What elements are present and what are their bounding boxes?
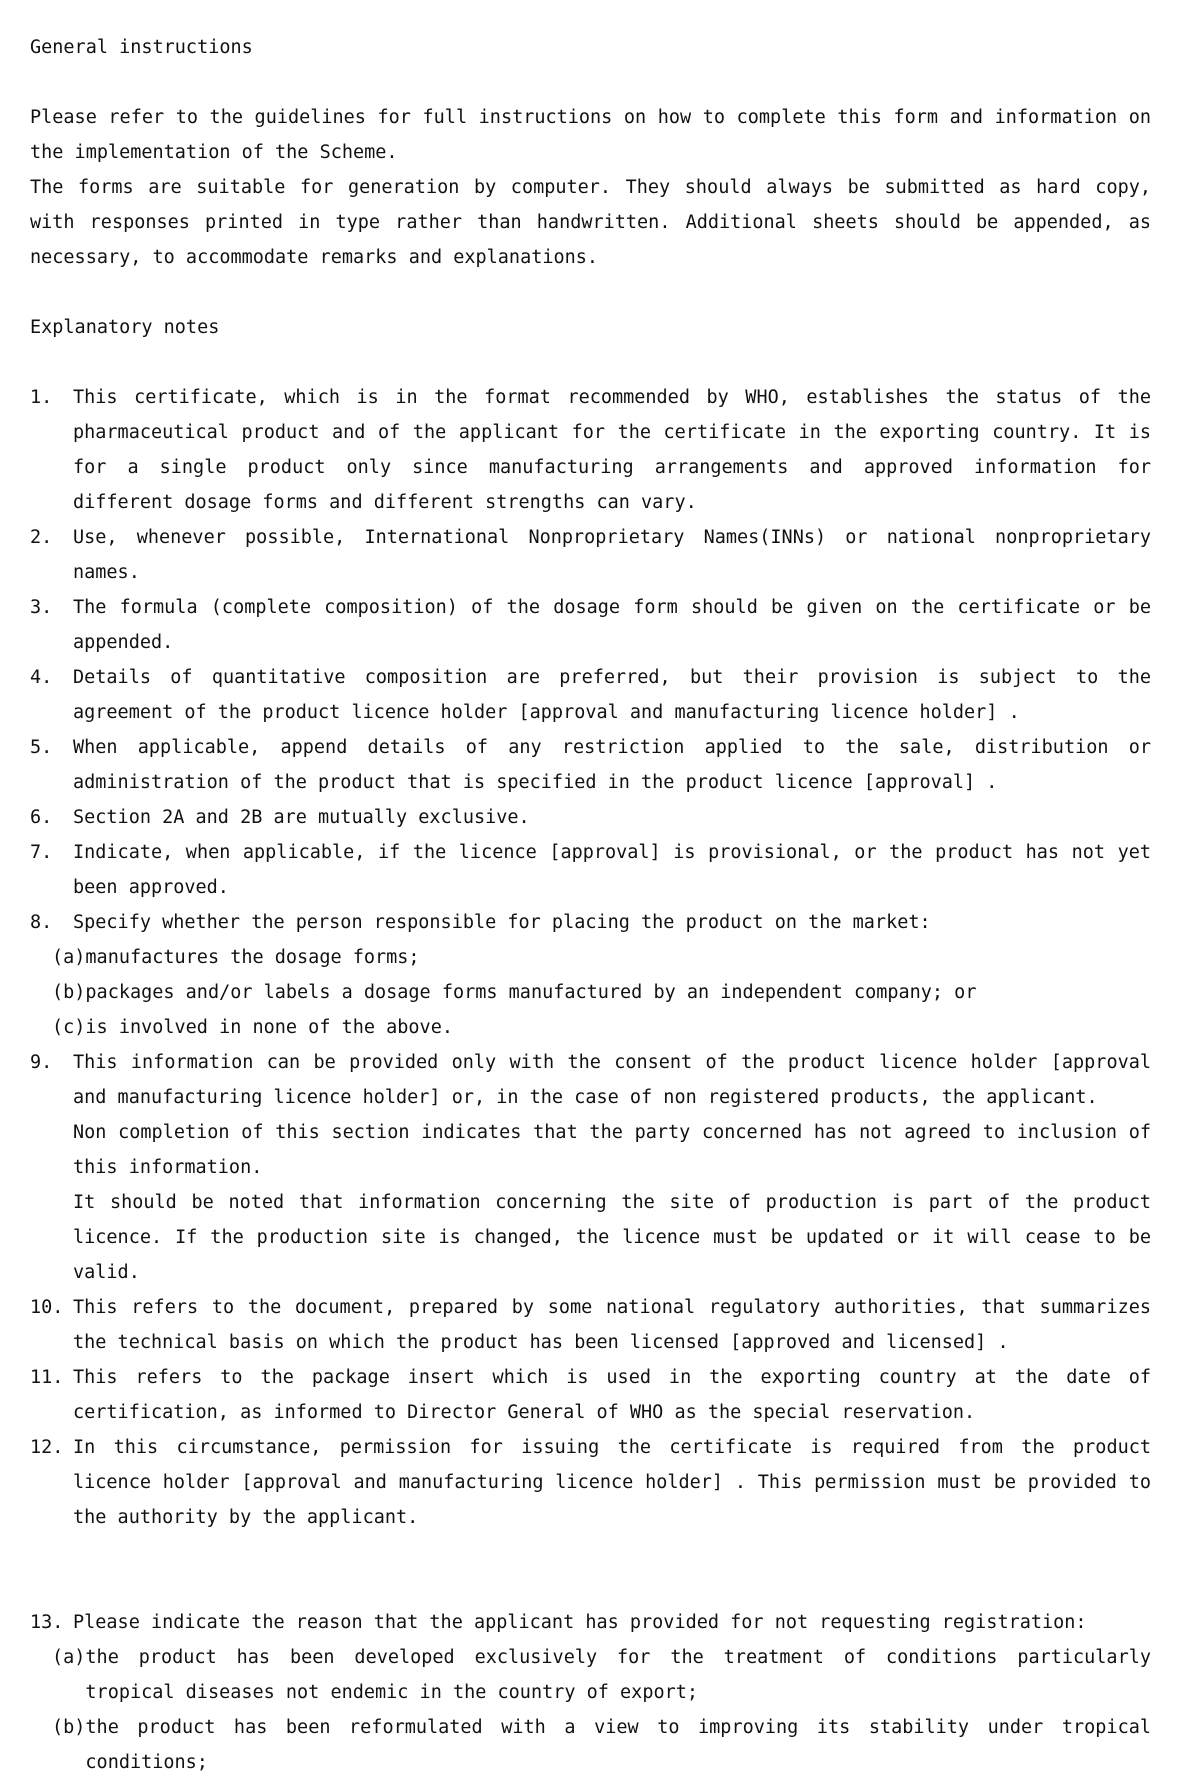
note-item-10 bbox=[30, 1290, 1151, 1360]
note-text: Indicate, when applicable, if the licence [approval] is provisional, or the product has not yet been approved. bbox=[73, 842, 1151, 898]
note-text: This refers to the document, prepared by some national regulatory authorities, that summarizes the technical basis on which the product has been licensed [approved and licensed] . bbox=[73, 1297, 1151, 1353]
note-number: 11. bbox=[30, 1367, 64, 1388]
note-8-sub-b bbox=[52, 975, 1151, 1010]
note-text: When applicable, append details of any restriction applied to the sale, distribution or administration of the product that is specified in the product licence [approval] . bbox=[73, 737, 1151, 793]
note-text: This information can be provided only with the consent of the product licence holder [approval and manufacturing licence holder] or, in the case of non registered products, the applicant. bbox=[73, 1052, 1151, 1108]
note-8-sub-a bbox=[52, 940, 1151, 975]
note-number: 7. bbox=[30, 842, 53, 863]
note-text: Details of quantitative composition are preferred, but their provision is subject to the agreement of the product licence holder [approval and manufacturing licence holder] . bbox=[73, 667, 1151, 723]
spacer bbox=[30, 345, 1151, 380]
sub-text: packages and/or labels a dosage forms manufactured by an independent company; or bbox=[85, 982, 977, 1003]
note-item-11 bbox=[30, 1360, 1151, 1430]
note-number: 3. bbox=[30, 597, 53, 618]
sub-label: (a) bbox=[52, 1647, 86, 1668]
note-text: The formula (complete composition) of the dosage form should be given on the certificate or be appended. bbox=[73, 597, 1151, 653]
note-text: Please indicate the reason that the applicant has provided for not requesting registration: bbox=[73, 1612, 1087, 1633]
general-paragraph-1: Please refer to the guidelines for full instructions on how to complete this form and information on the implementation of the Scheme. bbox=[30, 107, 1151, 163]
note-item-7 bbox=[30, 835, 1151, 905]
note-number: 10. bbox=[30, 1297, 64, 1318]
explanatory-notes-heading: Explanatory notes bbox=[30, 317, 220, 338]
note-item-6 bbox=[30, 800, 1151, 835]
sub-label: (a) bbox=[52, 947, 86, 968]
note-item-8 bbox=[30, 905, 1151, 940]
note-13-sub-a bbox=[52, 1640, 1151, 1710]
note-number: 1. bbox=[30, 387, 53, 408]
sub-text: manufactures the dosage forms; bbox=[85, 947, 420, 968]
general-paragraph-2: The forms are suitable for generation by computer. They should always be submitted as hard copy, with responses printed in type rather than handwritten. Additional sheets should be appended, as necessary, to accommodate remarks and explanations. bbox=[30, 177, 1151, 268]
note-8-sub-c bbox=[52, 1010, 1151, 1045]
spacer bbox=[30, 65, 1151, 100]
sub-text: is involved in none of the above. bbox=[85, 1017, 453, 1038]
general-instructions-heading: General instructions bbox=[30, 37, 253, 58]
note-number: 2. bbox=[30, 527, 53, 548]
note-number: 8. bbox=[30, 912, 53, 933]
sub-label: (b) bbox=[52, 982, 86, 1003]
note-text-extra-1: Non completion of this section indicates that the party concerned has not agreed to inclusion of this information. bbox=[73, 1122, 1151, 1178]
note-text: Use, whenever possible, International Nonproprietary Names(INNs) or national nonproprietary names. bbox=[73, 527, 1151, 583]
note-item-4 bbox=[30, 660, 1151, 730]
note-text: This refers to the package insert which is used in the exporting country at the date of certification, as informed to Director General of WHO as the special reservation. bbox=[73, 1367, 1151, 1423]
spacer bbox=[30, 275, 1151, 310]
note-item-3 bbox=[30, 590, 1151, 660]
spacer bbox=[30, 1535, 1151, 1605]
sub-text: the product has been developed exclusively for the treatment of conditions particularly tropical diseases not endemic in the country of export; bbox=[85, 1647, 1151, 1703]
note-item-5 bbox=[30, 730, 1151, 800]
note-text: In this circumstance, permission for issuing the certificate is required from the product licence holder [approval and manufacturing licence holder] . This permission must be provided to the authority by the applicant. bbox=[73, 1437, 1151, 1528]
sub-text: the product has been reformulated with a view to improving its stability under tropical conditions; bbox=[85, 1717, 1151, 1773]
note-number: 6. bbox=[30, 807, 53, 828]
sub-label: (b) bbox=[52, 1717, 86, 1738]
note-number: 12. bbox=[30, 1437, 64, 1458]
note-number: 9. bbox=[30, 1052, 53, 1073]
note-13-sub-b bbox=[52, 1710, 1151, 1780]
note-text-extra-2: It should be noted that information concerning the site of production is part of the product licence. If the production site is changed, the licence must be updated or it will cease to be valid. bbox=[73, 1192, 1151, 1283]
note-item-2 bbox=[30, 520, 1151, 590]
note-item-9 bbox=[30, 1045, 1151, 1290]
note-text: This certificate, which is in the format recommended by WHO, establishes the status of the pharmaceutical product and of the applicant for the certificate in the exporting country. It is for a single product only since manufacturing arrangements and approved information for different dosage forms and different strengths can vary. bbox=[73, 387, 1151, 513]
note-text: Section 2A and 2B are mutually exclusive. bbox=[73, 807, 530, 828]
document-page bbox=[30, 30, 1151, 1780]
note-number: 5. bbox=[30, 737, 53, 758]
note-number: 13. bbox=[30, 1612, 64, 1633]
note-text: Specify whether the person responsible for placing the product on the market: bbox=[73, 912, 931, 933]
note-item-1 bbox=[30, 380, 1151, 520]
note-item-13 bbox=[30, 1605, 1151, 1640]
note-item-12 bbox=[30, 1430, 1151, 1535]
sub-label: (c) bbox=[52, 1017, 86, 1038]
note-number: 4. bbox=[30, 667, 53, 688]
